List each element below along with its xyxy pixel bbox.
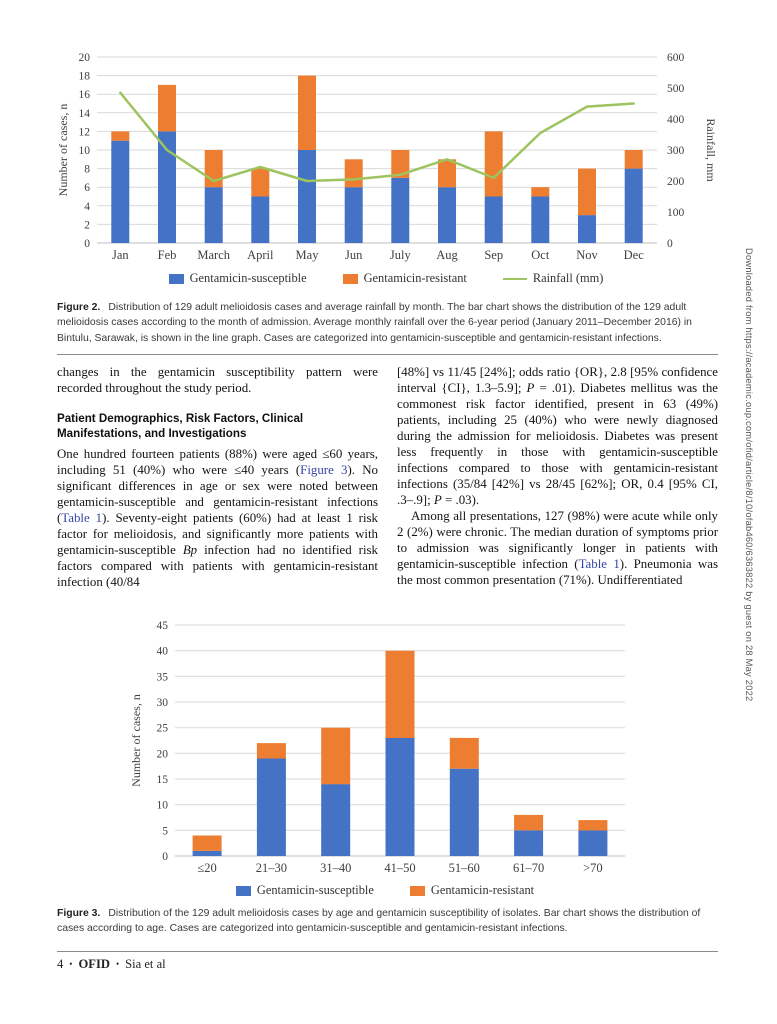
y2-axis-title: Rainfall, mm <box>704 118 717 182</box>
bar-segment <box>531 187 549 196</box>
y-axis-tick-label: 20 <box>156 748 168 761</box>
legend-item <box>410 883 534 898</box>
footer-separator: • <box>115 958 120 969</box>
y-axis-tick-label: 40 <box>156 645 168 658</box>
figure3-chart <box>128 614 642 876</box>
bar-segment <box>531 197 549 244</box>
y2-axis-tick-label: 100 <box>667 207 685 219</box>
legend-color-swatch <box>343 274 358 284</box>
figure2-legend <box>55 271 717 286</box>
rainfall-line <box>120 93 633 181</box>
legend-label: Gentamicin-resistant <box>363 271 467 285</box>
y-axis-tick-label: 16 <box>78 89 90 102</box>
x-axis-tick-label: ≤20 <box>197 861 217 875</box>
x-axis-tick-label: Jan <box>111 248 129 262</box>
y-axis-tick-label: 15 <box>156 774 168 786</box>
figure2-chart <box>55 42 717 264</box>
y-axis-tick-label: 14 <box>78 107 90 120</box>
paragraph <box>397 364 718 508</box>
bar-segment <box>193 836 222 851</box>
y-axis-tick-label: 10 <box>78 145 90 157</box>
bar-segment <box>485 197 503 244</box>
y-axis-tick-label: 0 <box>162 851 168 863</box>
section-divider <box>57 354 718 355</box>
text-segment: ). Pneumonia was the most common presentation (71%). Undifferentiated <box>397 557 718 587</box>
legend-item <box>169 271 307 286</box>
y-axis-tick-label: 18 <box>78 70 90 83</box>
bar-segment <box>111 131 129 140</box>
page-number: 4 <box>57 957 64 971</box>
paragraph: changes in the gentamicin susceptibility pattern were recorded throughout the study period. <box>57 365 378 395</box>
legend-color-swatch <box>410 886 425 896</box>
journal-abbreviation: OFID <box>78 957 110 971</box>
legend-item <box>236 883 374 898</box>
bar-segment <box>257 743 286 758</box>
legend-color-swatch <box>169 274 184 284</box>
x-axis-tick-label: Feb <box>157 248 177 262</box>
text-segment: P <box>526 381 535 395</box>
bar-segment <box>251 169 269 197</box>
x-axis-tick-label: 61–70 <box>512 861 545 875</box>
figure2-caption <box>57 300 718 346</box>
page-footer <box>57 957 166 972</box>
section-heading: Patient Demographics, Risk Factors, Clinical Manifestations, and Investigations <box>57 412 304 441</box>
cross-reference-link[interactable]: Figure 3 <box>300 463 348 478</box>
y-axis-tick-label: 20 <box>78 52 90 64</box>
text-segment: = .01). Diabetes mellitus was the commonest risk factor identified, present in 63 (49%) patients, including 25 (40%) who were newly diagnosed during the admission for melioidosis. Diabetes was present less frequently in those with gentamicin-susceptible infections compared to those with gentamicin-resistant infections (35/84 [42%] vs 28/45 [62%]; OR, 0.4 [95% CI, .3–.9]; <box>397 381 718 507</box>
x-axis-tick-label: Dec <box>623 248 644 262</box>
y-axis-tick-label: 10 <box>156 799 168 812</box>
y-axis-tick-label: 45 <box>156 620 168 632</box>
footer-divider <box>57 951 718 952</box>
text-segment: P <box>433 493 442 507</box>
download-watermark: Downloaded from https://academic.oup.com/ofid/article/8/10/ofab460/6363822 by guest on 28 May 2022 <box>744 248 754 702</box>
text-segment: One hundred fourteen patients (88%) were aged ≤60 years, including 51 (40%) who were ≤40 years ( <box>57 447 378 478</box>
x-axis-tick-label: 21–30 <box>255 861 288 875</box>
y2-axis-tick-label: 500 <box>667 83 685 95</box>
y-axis-tick-label: 12 <box>78 126 90 139</box>
bar-segment <box>205 187 223 243</box>
bar-segment <box>438 159 456 187</box>
cross-reference-link[interactable]: Table 1 <box>61 511 103 526</box>
x-axis-tick-label: Sep <box>484 248 504 262</box>
figure2-caption-label: Figure 2. <box>57 302 101 313</box>
figure3-caption-text: Distribution of the 129 adult melioidosis cases by age and gentamicin susceptibility of isolates. Bar chart shows the distribution of cases according to age. Cases are categorized into gentamicin-susceptible and gentamicin-resistant infections. <box>57 908 701 935</box>
footer-separator: • <box>69 958 73 969</box>
bar-segment <box>391 178 409 243</box>
text-segment: Among all presentations, 127 (98%) were acute while only 2 (2%) were chronic. The median duration of symptoms prior to admission was significantly longer in patients with gentamicin-susceptible infection ( <box>397 509 718 571</box>
y-axis-tick-label: 35 <box>156 671 168 684</box>
paragraph <box>57 446 378 590</box>
legend-line-swatch <box>503 278 527 280</box>
y-axis-tick-label: 0 <box>84 238 90 250</box>
bar-segment <box>298 150 316 243</box>
legend-label: Gentamicin-susceptible <box>189 271 307 285</box>
left-column <box>57 364 378 590</box>
bar-segment <box>438 187 456 243</box>
text-segment: Bp <box>182 543 198 558</box>
text-segment: ). No significant differences in age or sex were noted between gentamicin-susceptible and gentamicin-resistant infections ( <box>57 463 379 526</box>
legend-label: Rainfall (mm) <box>532 271 604 285</box>
legend-color-swatch <box>236 886 251 896</box>
bar-segment <box>193 851 222 856</box>
x-axis-tick-label: 31–40 <box>320 861 352 875</box>
x-axis-tick-label: Nov <box>576 248 598 262</box>
bar-segment <box>625 150 643 169</box>
x-axis-tick-label: July <box>389 248 411 262</box>
legend-label: Gentamicin-resistant <box>430 883 535 897</box>
bar-segment <box>251 197 269 244</box>
legend-label: Gentamicin-susceptible <box>256 883 374 897</box>
figure3-legend <box>128 883 642 898</box>
y2-axis-tick-label: 400 <box>667 114 685 126</box>
bar-segment <box>321 728 350 785</box>
bar-segment <box>298 76 316 150</box>
bar-segment <box>158 85 176 131</box>
bar-segment <box>257 759 286 857</box>
y-axis-tick-label: 6 <box>84 182 90 195</box>
bar-segment <box>450 769 479 856</box>
y-axis-tick-label: 2 <box>84 219 90 232</box>
y2-axis-tick-label: 600 <box>667 52 685 64</box>
figure2-caption-text: Distribution of 129 adult melioidosis cases and average rainfall by month. The bar chart shows the distribution of the 129 adult melioidosis cases according to the month of admission. Average monthly rainfall over the 6-year period (January 2011–December 2016) in Bintulu, Sarawak, is shown in the line graph. Cases are categorized into gentamicin-susceptible and gentamicin-resistant infections. <box>57 302 692 344</box>
bar-segment <box>514 815 543 830</box>
running-authors: Sia et al <box>125 957 166 971</box>
x-axis-tick-label: Aug <box>436 248 458 262</box>
y2-axis-tick-label: 300 <box>667 145 685 157</box>
text-segment: ). Seventy-eight patients (60%) had at least 1 risk factor for melioidosis, and significantly more patients with gentamicin-susceptible <box>57 511 378 558</box>
bar-segment <box>321 784 350 856</box>
y-axis-tick-label: 5 <box>162 825 168 838</box>
x-axis-tick-label: >70 <box>583 861 603 875</box>
bar-segment <box>578 215 596 243</box>
bar-segment <box>111 141 129 243</box>
figure2-chart-block <box>55 42 717 286</box>
paragraph <box>397 508 718 588</box>
cross-reference-link[interactable]: Table 1 <box>578 557 620 571</box>
x-axis-tick-label: March <box>197 248 231 262</box>
bar-segment <box>514 830 543 856</box>
y2-axis-tick-label: 0 <box>667 238 673 250</box>
x-axis-tick-label: 41–50 <box>384 861 416 875</box>
bar-segment <box>578 169 596 216</box>
right-column <box>397 364 718 590</box>
y-axis-title: Number of cases, n <box>129 694 143 787</box>
x-axis-tick-label: 51–60 <box>448 861 480 875</box>
x-axis-tick-label: Jun <box>345 248 363 262</box>
bar-segment <box>345 187 363 243</box>
text-segment: infection had no identified risk factors compared with patients with gentamicin-resistant infection (40/84 <box>57 543 378 590</box>
bar-segment <box>578 820 607 830</box>
y-axis-tick-label: 8 <box>84 163 90 176</box>
y-axis-tick-label: 25 <box>156 722 168 735</box>
bar-segment <box>485 131 503 196</box>
y-axis-title: Number of cases, n <box>56 103 70 197</box>
legend-item <box>503 271 604 286</box>
figure3-caption <box>57 906 718 937</box>
figure3-caption-label: Figure 3. <box>57 908 101 919</box>
x-axis-tick-label: May <box>295 248 319 262</box>
bar-segment <box>386 651 415 738</box>
bar-segment <box>625 169 643 243</box>
y-axis-tick-label: 4 <box>84 200 90 213</box>
legend-item <box>343 271 467 286</box>
body-text <box>57 364 718 590</box>
text-segment: = .03). <box>441 493 480 507</box>
x-axis-tick-label: April <box>247 248 274 262</box>
figure3-chart-block <box>128 614 642 898</box>
text-segment: [48%] vs 11/45 [24%]; odds ratio {OR}, 2.8 [95% confidence interval {CI}, 1.3–5.9]; <box>397 365 718 395</box>
bar-segment <box>386 738 415 856</box>
x-axis-tick-label: Oct <box>531 248 550 262</box>
bar-segment <box>578 830 607 856</box>
y2-axis-tick-label: 200 <box>667 176 685 188</box>
bar-segment <box>450 738 479 769</box>
bar-segment <box>345 159 363 187</box>
y-axis-tick-label: 30 <box>156 697 168 709</box>
